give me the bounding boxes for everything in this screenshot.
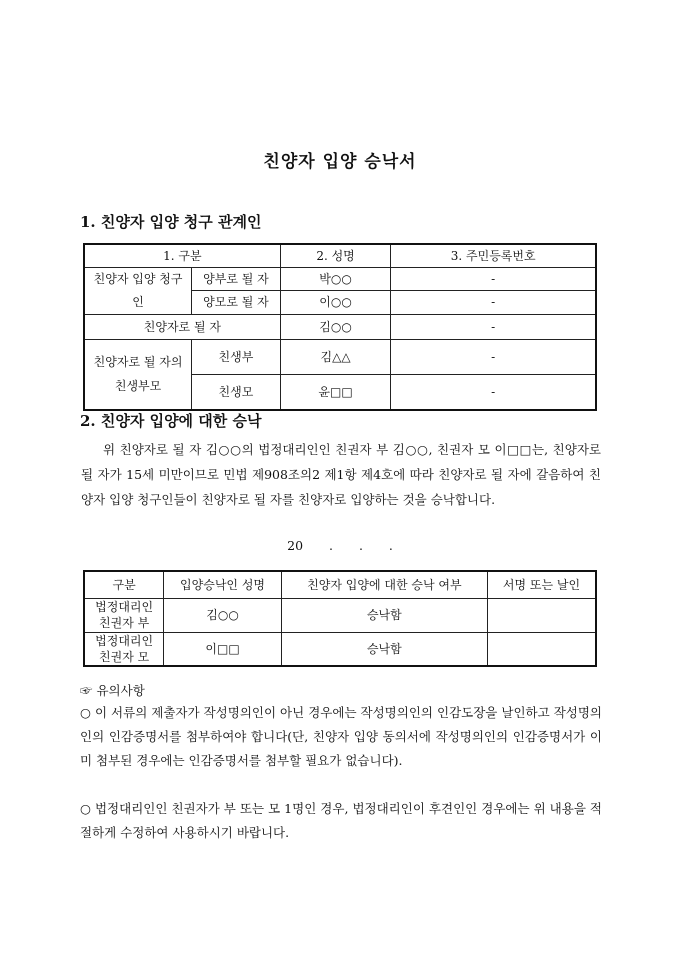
consent-value-mother: 승낙함	[281, 632, 487, 666]
section1-heading: 1. 친양자 입양 청구 관계인	[80, 213, 262, 231]
header-consenter-name: 입양승낙인 성명	[164, 571, 282, 598]
document-title: 친양자 입양 승낙서	[263, 152, 417, 172]
id-bio-father: -	[391, 339, 596, 374]
bio-group-label: 친양자로 될 자의 친생부모	[84, 339, 192, 410]
consent-name-mother: 이□□	[164, 632, 282, 666]
note-item-2: ○ 법정대리인인 친권자가 부 또는 모 1명인 경우, 법정대리인이 후견인인 경우에는 위 내용을 적절하게 수정하여 사용하시기 바랍니다.	[80, 801, 602, 840]
relations-table	[83, 243, 597, 411]
notes-heading: ☞ 유의사항	[80, 683, 145, 698]
note-item-1: ○ 이 서류의 제출자가 작성명의인이 아닌 경우에는 작성명의인의 인감도장을 날인하고 작성명의인의 인감증명서를 첨부하여야 합니다(단, 친양자 입양 동의서에 작성명의인의 인감증명서가 이미 첨부된 경우에는 인감증명서를 첨부할 필요가 없습니다).	[80, 705, 602, 768]
claimant-group-label: 친양자 입양 청구인	[84, 267, 192, 314]
section2-heading: 2. 친양자 입양에 대한 승낙	[80, 412, 262, 430]
name-adoptee: 김○○	[280, 314, 391, 339]
header-name: 2. 성명	[280, 244, 391, 267]
role-adoptive-mother: 양모로 될 자	[192, 291, 281, 315]
name-adoptive-father: 박○○	[280, 267, 391, 291]
signature-cell-father[interactable]	[487, 598, 596, 632]
consent-table	[83, 570, 597, 667]
id-bio-mother: -	[391, 374, 596, 410]
header-signature: 서명 또는 날인	[487, 571, 596, 598]
consent-value-father: 승낙함	[281, 598, 487, 632]
id-adoptee: -	[391, 314, 596, 339]
header-id: 3. 주민등록번호	[391, 244, 596, 267]
name-adoptive-mother: 이○○	[280, 291, 391, 315]
role-bio-mother: 친생모	[192, 374, 281, 410]
id-adoptive-mother: -	[391, 291, 596, 315]
header-category: 1. 구분	[84, 244, 280, 267]
role-adoptee: 친양자로 될 자	[84, 314, 280, 339]
consent-role-father: 법정대리인 친권자 부	[84, 598, 164, 632]
role-bio-father: 친생부	[192, 339, 281, 374]
header-role: 구분	[84, 571, 164, 598]
name-bio-father: 김△△	[280, 339, 391, 374]
header-consent: 친양자 입양에 대한 승낙 여부	[281, 571, 487, 598]
role-adoptive-father: 양부로 될 자	[192, 267, 281, 291]
consent-name-father: 김○○	[164, 598, 282, 632]
id-adoptive-father: -	[391, 267, 596, 291]
date-line: 20 . . .	[287, 538, 393, 553]
consent-paragraph: 위 친양자로 될 자 김○○의 법정대리인인 친권자 부 김○○, 친권자 모 이□□는, 친양자로 될 자가 15세 미만이므로 민법 제908조의2 제1항 제4호에 따라 친양자로 될 자에 갈음하여 친양자 입양 청구인들이 친양자로 될 자를 친양자로 입양하는 것을 승낙합니다.	[81, 442, 601, 507]
consent-role-mother: 법정대리인 친권자 모	[84, 632, 164, 666]
name-bio-mother: 윤□□	[280, 374, 391, 410]
signature-cell-mother[interactable]	[487, 632, 596, 666]
